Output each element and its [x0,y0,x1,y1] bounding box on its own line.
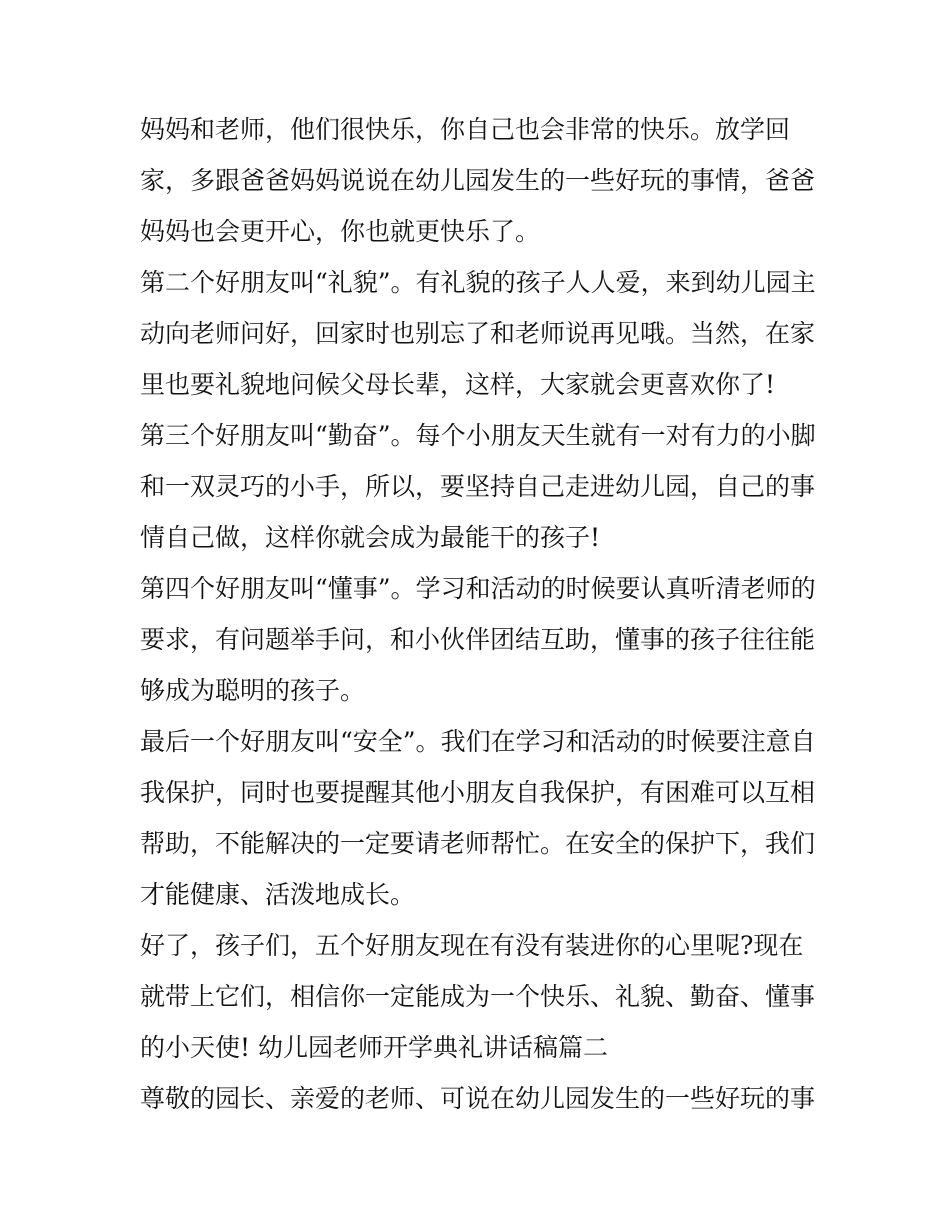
text-line: 才能健康、活泼地成长。 [140,880,416,909]
text-line: 第四个好朋友叫“懂事”。学习和活动的时候要认真听清老师的 [140,574,816,603]
text-line: 情自己做，这样你就会成为最能干的孩子! [140,523,601,552]
text-line: 和一双灵巧的小手，所以，要坚持自己走进幼儿园，自己的事 [140,472,816,501]
text-line: 妈妈也会更开心，你也就更快乐了。 [140,217,541,246]
text-line: 第三个好朋友叫“勤奋”。每个小朋友天生就有一对有力的小脚 [140,421,816,450]
text-line: 我保护，同时也要提醒其他小朋友自我保护，有困难可以互相 [140,778,816,807]
text-line: 尊敬的园长、亲爱的老师、可说在幼儿园发生的一些好玩的事 [140,1084,816,1113]
text-line: 最后一个好朋友叫“安全”。我们在学习和活动的时候要注意自 [140,727,816,756]
text-line: 里也要礼貌地问候父母长辈，这样，大家就会更喜欢你了! [140,370,776,399]
text-line: 就带上它们，相信你一定能成为一个快乐、礼貌、勤奋、懂事 [140,982,816,1011]
text-line: 好了，孩子们，五个好朋友现在有没有装进你的心里呢?现在 [140,931,804,960]
text-line: 帮助，不能解决的一定要请老师帮忙。在安全的保护下，我们 [140,829,816,858]
text-line: 妈妈和老师，他们很快乐，你自己也会非常的快乐。放学回 [140,115,791,144]
text-line: 动向老师问好，回家时也别忘了和老师说再见哦。当然，在家 [140,319,816,348]
document-text [140,104,820,1124]
text-line: 的小天使! 幼儿园老师开学典礼讲话稿篇二 [140,1033,608,1062]
text-line: 要求，有问题举手问，和小伙伴团结互助，懂事的孩子往往能 [140,625,816,654]
text-line: 够成为聪明的孩子。 [140,676,366,705]
text-line: 家，多跟爸爸妈妈说说在幼儿园发生的一些好玩的事情，爸爸 [140,166,816,195]
text-line: 第二个好朋友叫“礼貌”。有礼貌的孩子人人爱，来到幼儿园主 [140,268,816,297]
